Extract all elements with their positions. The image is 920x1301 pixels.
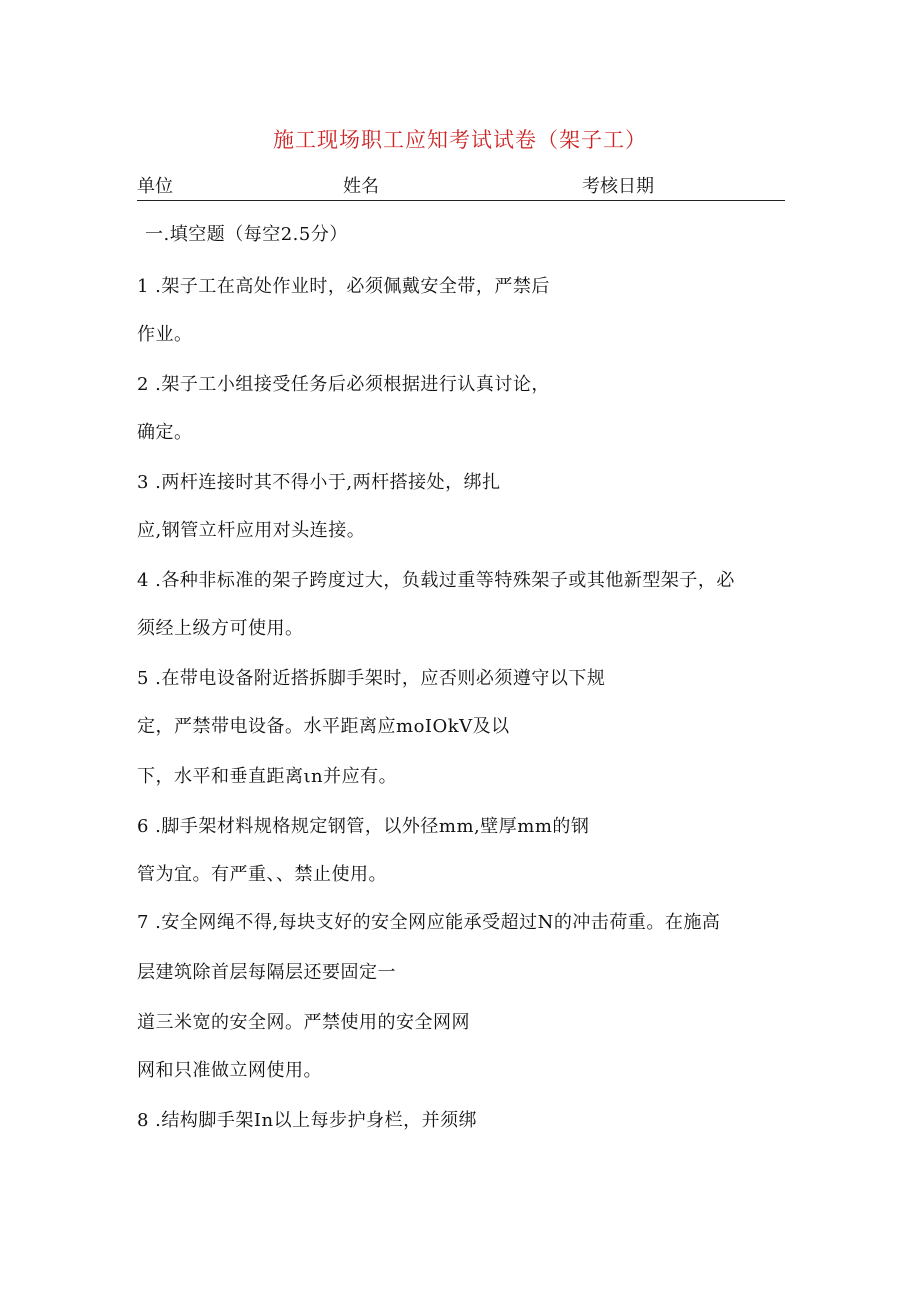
question-line: 4 .各种非标准的架子跨度过大，负载过重等特殊架子或其他新型架子，必	[137, 570, 735, 591]
question-line: 定，严禁带电设备。水平距离应moIOkV及以	[137, 716, 510, 737]
question-line: 应,钢管立杆应用对头连接。	[137, 520, 366, 541]
question-line: 须经上级方可使用。	[137, 618, 304, 639]
question-line: 作业。	[137, 324, 193, 345]
question-line: 下，水平和垂直距离ιn并应有。	[137, 766, 398, 787]
unit-label: 单位	[137, 176, 173, 197]
question-line: 2 .架子工小组接受任务后必须根据进行认真讨论，	[137, 374, 550, 395]
date-label: 考核日期	[582, 176, 654, 197]
header-divider	[137, 200, 785, 201]
question-line: 5 .在带电设备附近搭拆脚手架时，应否则必须遵守以下规	[137, 668, 606, 689]
question-line: 道三米宽的安全网。严禁使用的安全网网	[137, 1012, 470, 1033]
exam-header	[137, 172, 785, 200]
question-line: 3 .两杆连接时其不得小于,两杆搭接处，绑扎	[137, 472, 501, 493]
exam-title: 施工现场职工应知考试试卷（架子工）	[273, 128, 647, 152]
question-line: 7 .安全网绳不得,每块支好的安全网应能承受超过N的冲击荷重。在施高	[137, 912, 721, 933]
question-line: 网和只准做立网使用。	[137, 1060, 322, 1081]
question-line: 8 .结构脚手架In以上每步护身栏，并须绑	[137, 1110, 478, 1131]
section-title: 一.填空题（每空2.5分）	[145, 224, 348, 245]
question-line: 管为宜。有严重、、禁止使用。	[137, 864, 387, 885]
question-line: 层建筑除首层每隔层还要固定一	[137, 962, 396, 983]
question-line: 确定。	[137, 422, 193, 443]
name-label: 姓名	[343, 176, 379, 197]
question-line: 1 .架子工在高处作业时，必须佩戴安全带，严禁后	[137, 276, 550, 297]
question-line: 6 .脚手架材料规格规定钢管，以外径mm,壁厚mm的钢	[137, 816, 590, 837]
